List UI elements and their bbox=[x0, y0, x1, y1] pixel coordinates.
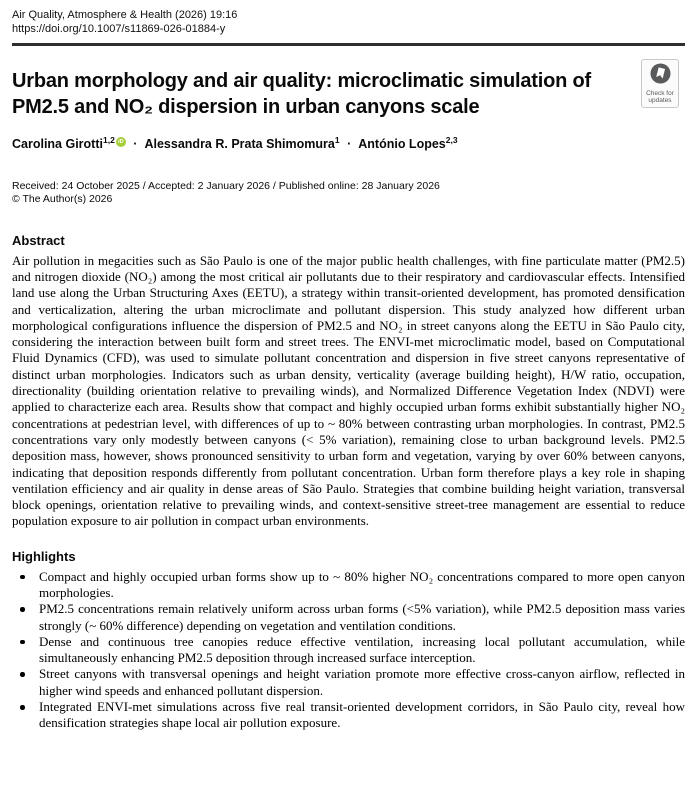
journal-header bbox=[12, 8, 685, 36]
crossmark-label: Check for updates bbox=[646, 89, 674, 104]
highlight-item: Street canyons with transversal openings and height variation promote more effective cross-canyon airflow, reflected in higher wind speeds and enhanced pollutant dispersion. bbox=[12, 666, 685, 699]
highlight-item: PM2.5 concentrations remain relatively uniform across urban forms (<5% variation), while PM2.5 deposition mass varies strongly (~ 60% difference) depending on vegetation and ventilation conditions. bbox=[12, 601, 685, 634]
check-for-updates-button[interactable] bbox=[641, 59, 679, 108]
highlight-item: Compact and highly occupied urban forms show up to ~ 80% higher NO₂ concentrations compared to more open canyon morphologies. bbox=[12, 569, 685, 602]
abstract-heading: Abstract bbox=[12, 232, 65, 248]
journal-citation: Air Quality, Atmosphere & Health (2026) 19:16 bbox=[12, 9, 238, 21]
copyright-line: © The Author(s) 2026 bbox=[12, 192, 113, 205]
doi-link[interactable]: https://doi.org/10.1007/s11869-026-01884-y bbox=[12, 23, 226, 35]
publication-history: Received: 24 October 2025 / Accepted: 2 January 2026 / Published online: 28 January 2026 bbox=[12, 179, 440, 192]
author-list bbox=[12, 134, 685, 151]
author-affiliation-marks: 1 bbox=[334, 134, 340, 145]
author-separator: · bbox=[347, 136, 352, 151]
author-affiliation-marks: 2,3 bbox=[445, 134, 458, 145]
author-separator: · bbox=[133, 136, 138, 151]
page-title: Urban morphology and air quality: microclimatic simulation of PM2.5 and NO₂ dispersion in urban canyons scale bbox=[12, 69, 591, 118]
crossmark-icon bbox=[650, 63, 671, 84]
highlight-item: Integrated ENVI-met simulations across five real transit-oriented development corridors, in São Paulo city, reveal how densification strategies shape local air pollution exposure. bbox=[12, 699, 685, 732]
highlight-item: Dense and continuous tree canopies reduce effective ventilation, increasing local pollutant accumulation, while simultaneously enhancing PM2.5 deposition through increased surface interception. bbox=[12, 634, 685, 667]
author-name: Carolina Girotti bbox=[12, 136, 103, 151]
author-name: António Lopes bbox=[358, 136, 446, 151]
orcid-icon[interactable]: iD bbox=[116, 137, 126, 147]
highlights-list bbox=[12, 569, 685, 732]
author-name: Alessandra R. Prata Shimomura bbox=[144, 136, 335, 151]
highlights-heading: Highlights bbox=[12, 548, 76, 564]
abstract-text: Air pollution in megacities such as São Paulo is one of the major public health challenges, with fine particulate matter (PM2.5) and nitrogen dioxide (NO₂) among the most critical air pollutants due to their respiratory and cardiovascular effects. Intensified land use along the Urban Structuring Axes (EETU), a strategy within transit-oriented development, has promoted densification and verticalization, altering the urban microclimate and pollutant dispersion. This study analyzed how different urban morphological configurations influence the dispersion of PM2.5 and NO₂ in street canyons along the EETU in São Paulo city, considering the interaction between built form and street trees. The ENVI-met microclimatic model, based on Computational Fluid Dynamics (CFD), was used to simulate pollutant concentration and dispersion in five street canyons representative of distinct urban morphologies. Indicators such as urban density, verticality (average building height), H/W ratio, occupation, directionality (building orientation relative to prevailing winds), and Normalized Difference Vegetation Index (NDVI) were applied to characterize each area. Results show that compact and highly occupied urban forms exhibit substantially higher NO₂ concentrations at pedestrian level, with differences of up to ~ 80% between contrasting urban morphologies. In contrast, PM2.5 concentrations vary only modestly between canyons (< 5% variation), remaining close to urban background levels. PM2.5 deposition mass, however, shows pronounced sensitivity to urban form and vegetation, varying by over 60% between canyons, indicating that deposition responds differently from pollutant concentration. Urban form therefore plays a key role in shaping ventilation efficiency and air quality in dense areas of São Paulo. Strategies that combine building height variation, transversal block openings, orientation relative to prevailing winds, and context-sensitive street-tree management are essential to reduce population exposure to air pollution in compact urban environments. bbox=[12, 252, 685, 529]
author-affiliation-marks: 1,2 bbox=[102, 134, 115, 145]
